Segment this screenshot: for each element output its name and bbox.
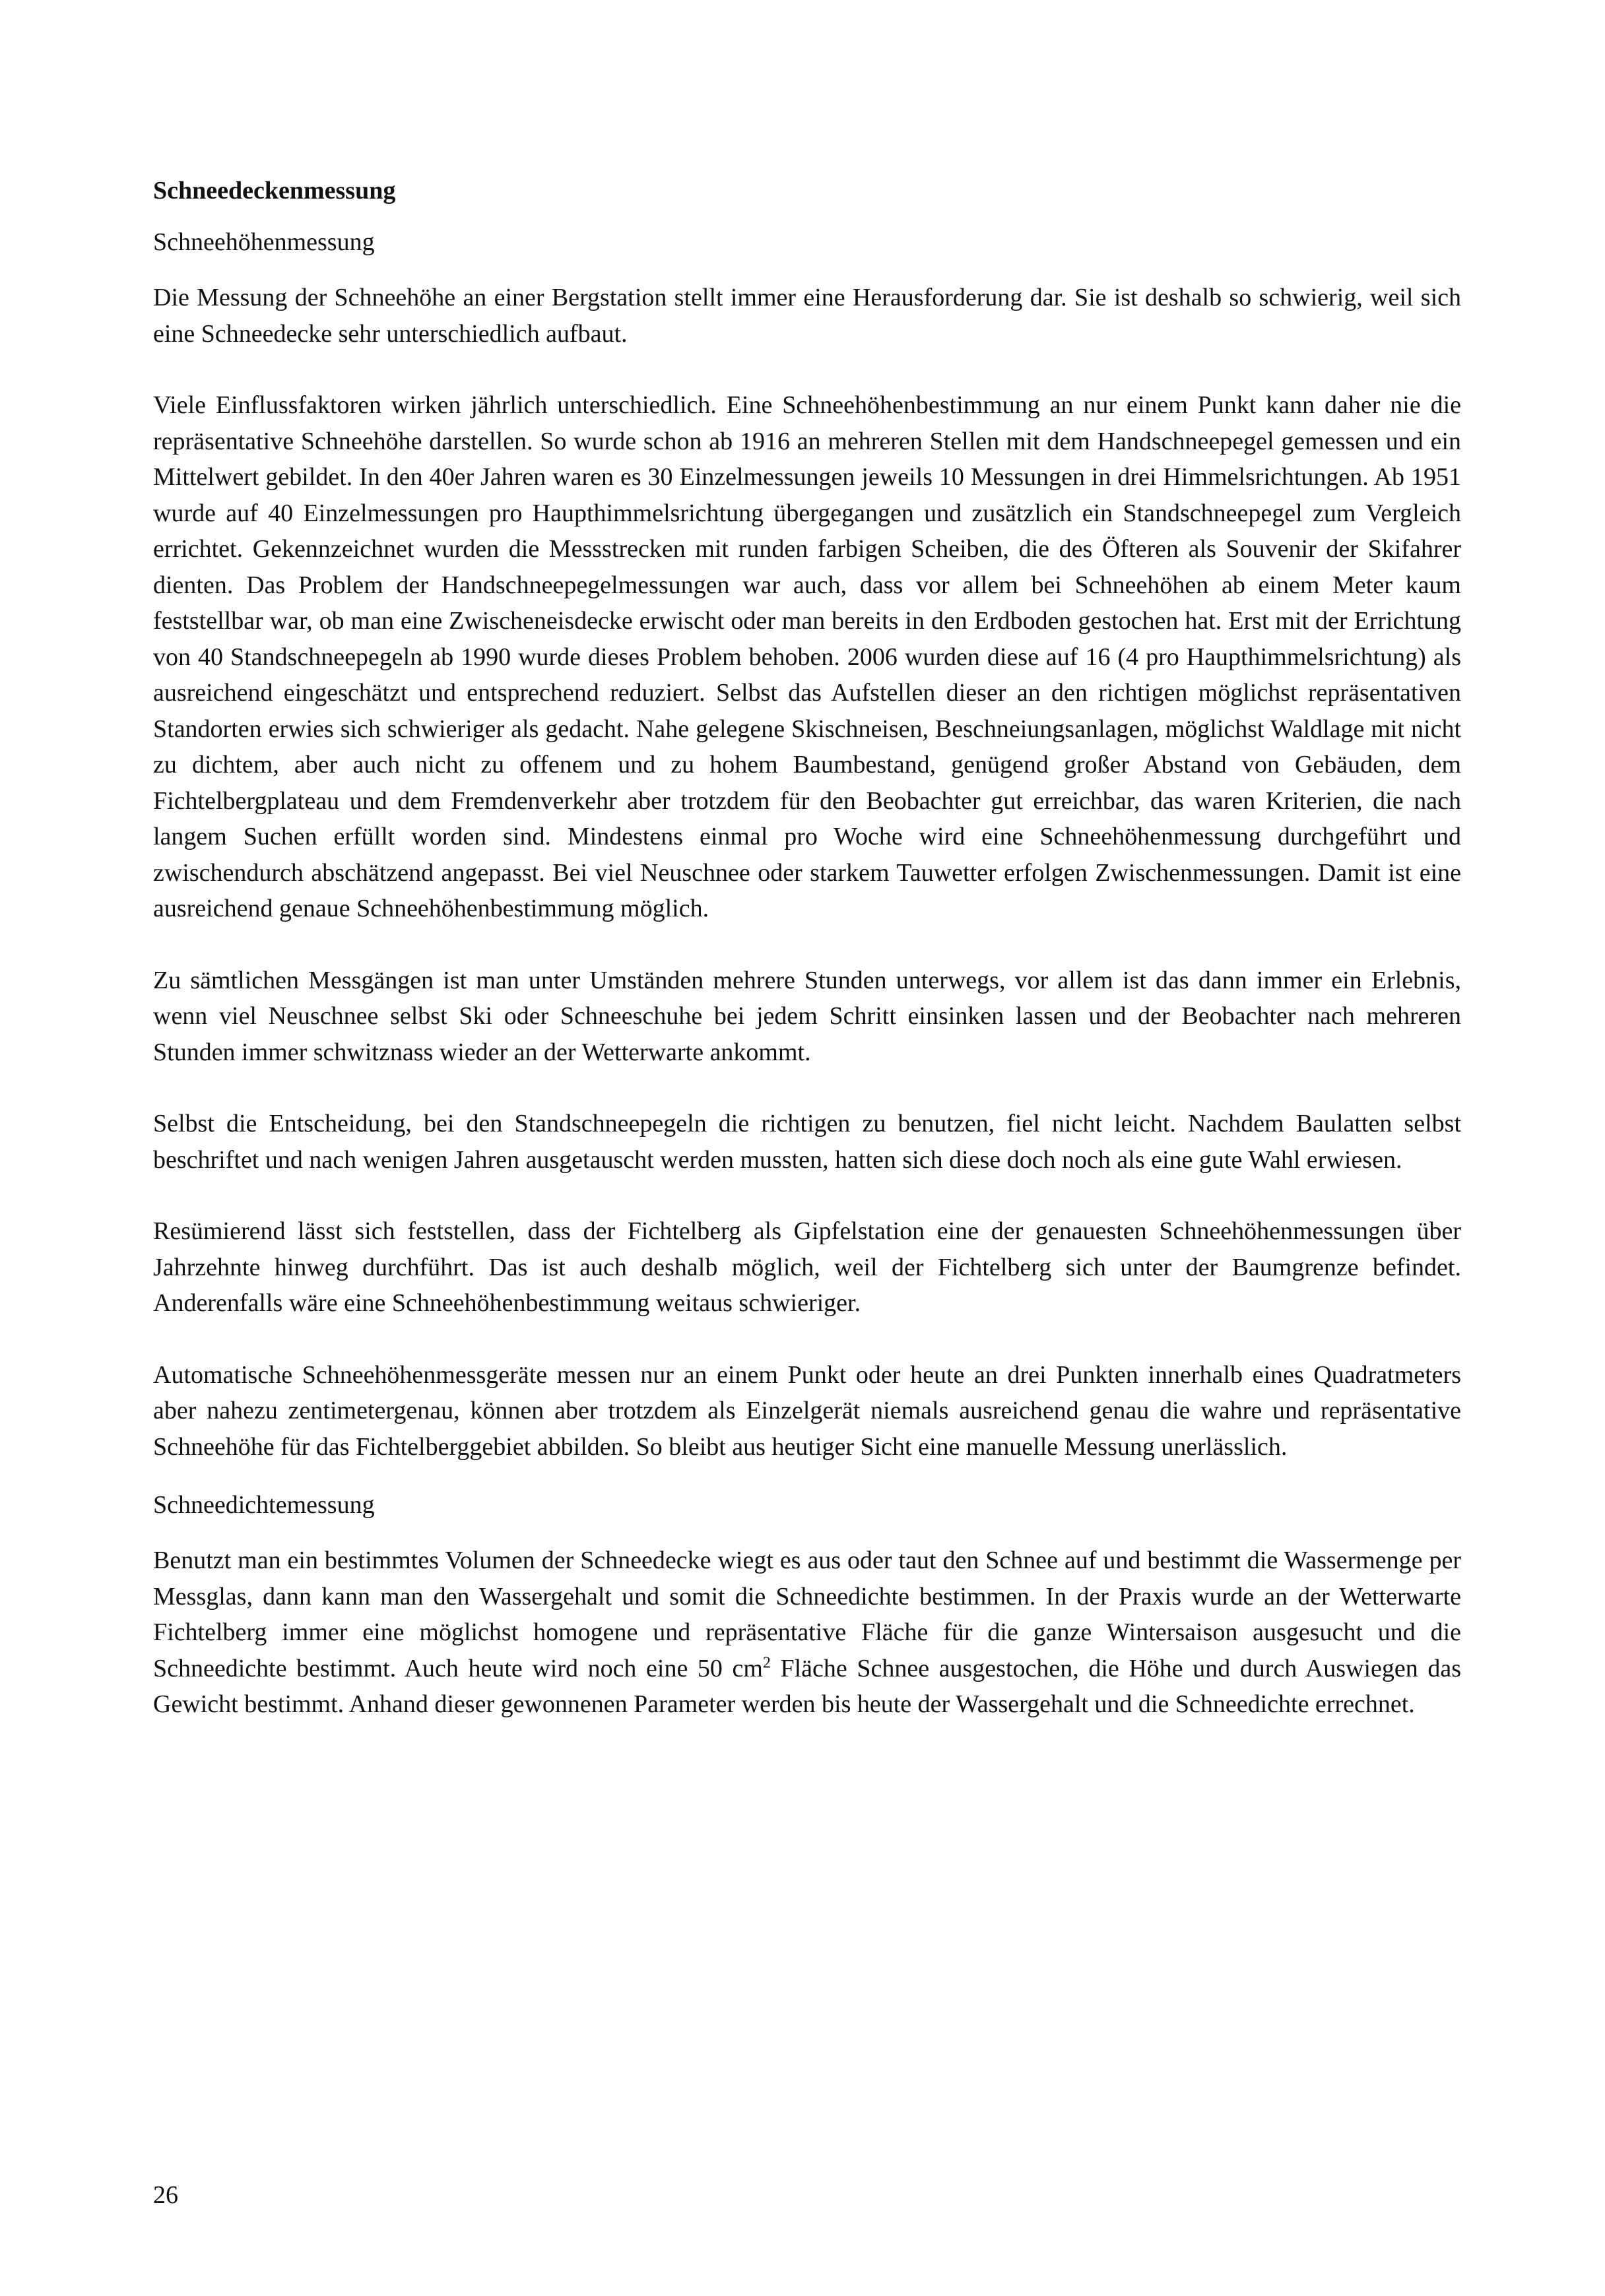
- paragraph-snow-density: [153, 1543, 1461, 1723]
- section-title: Schneedeckenmessung: [153, 177, 396, 205]
- paragraph: Die Messung der Schneehöhe an einer Bergstation stellt immer eine Herausforderung dar. Sie ist deshalb so schwierig, weil sich eine Schneedecke sehr unterschiedlich aufbaut.: [153, 284, 1461, 348]
- paragraph: Resümierend lässt sich feststellen, dass der Fichtelberg als Gipfelstation eine der genauesten Schneehöhenmessungen über Jahrzehnte hinweg durchführt. Das ist auch deshalb möglich, weil der Fichtelberg sich unter der Baumgrenze befindet. Anderenfalls wäre eine Schneehöhenbestimmung weitaus schwieriger.: [153, 1217, 1461, 1317]
- page-number: 26: [153, 2181, 178, 2209]
- subsection-title-snow-density: Schneedichtemessung: [153, 1491, 375, 1519]
- paragraph: Selbst die Entscheidung, bei den Standschneepegeln die richtigen zu benutzen, fiel nicht leicht. Nachdem Baulatten selbst beschriftet und nach wenigen Jahren ausgetauscht werden mussten, hatten sich diese doch noch als eine gute Wahl erwiesen.: [153, 1110, 1461, 1174]
- page-content: [153, 173, 1461, 1723]
- paragraph: Viele Einflussfaktoren wirken jährlich unterschiedlich. Eine Schneehöhenbestimmung an nur einem Punkt kann daher nie die repräsentative Schneehöhe darstellen. So wurde schon ab 1916 an mehreren Stellen mit dem Handschneepegel gemessen und ein Mittelwert gebildet. In den 40er Jahren waren es 30 Einzelmessungen jeweils 10 Messungen in drei Himmelsrichtungen. Ab 1951 wurde auf 40 Einzelmessungen pro Haupthimmelsrichtung übergegangen und zusätzlich ein Standschneepegel zum Vergleich errichtet. Gekennzeichnet wurden die Messstrecken mit runden farbigen Scheiben, die des Öfteren als Souvenir der Skifahrer dienten. Das Problem der Handschneepegelmessungen war auch, dass vor allem bei Schneehöhen ab einem Meter kaum feststellbar war, ob man eine Zwischeneisdecke erwischt oder man bereits in den Erdboden gestochen hat. Erst mit der Errichtung von 40 Standschneepegeln ab 1990 wurde dieses Problem behoben. 2006 wurden diese auf 16 (4 pro Haupthimmelsrichtung) als ausreichend eingeschätzt und entsprechend reduziert. Selbst das Aufstellen dieser an den richtigen möglichst repräsentativen Standorten erwies sich schwieriger als gedacht. Nahe gelegene Skischneisen, Beschneiungsanlagen, möglichst Waldlage mit nicht zu dichtem, aber auch nicht zu offenem und zu hohem Baumbestand, genügend großer Abstand von Gebäuden, dem Fichtelbergplateau und dem Fremdenverkehr aber trotzdem für den Beobachter gut erreichbar, das waren Kriterien, die nach langem Suchen erfüllt worden sind. Mindestens einmal pro Woche wird eine Schneehöhenmessung durchgeführt und zwischendurch abschätzend angepasst. Bei viel Neuschnee oder starkem Tauwetter erfolgen Zwischenmessungen. Damit ist eine ausreichend genaue Schneehöhenbestimmung möglich.: [153, 391, 1461, 922]
- paragraph-text: Benutzt man ein bestimmtes Volumen der Schneedecke wiegt es aus oder taut den Schnee auf und bestimmt die Wassermenge per Messglas, dann kann man den Wassergehalt und somit die Schneedichte bestimmen. In der Praxis wurde an der Wetterwarte Fichtelberg immer eine möglichst homogene und repräsentative Fläche für die ganze Wintersaison ausgesucht und die Schneedichte bestimmt. Auch heute wird noch eine 50 cm: [153, 1547, 1461, 1682]
- subsection-title-snow-height: Schneehöhenmessung: [153, 228, 375, 256]
- superscript-exponent: 2: [762, 1653, 771, 1671]
- paragraph: Zu sämtlichen Messgängen ist man unter Umständen mehrere Stunden unterwegs, vor allem ist das dann immer ein Erlebnis, wenn viel Neuschnee selbst Ski oder Schneeschuhe bei jedem Schritt einsinken lassen und der Beobachter nach mehreren Stunden immer schwitznass wieder an der Wetterwarte ankommt.: [153, 966, 1461, 1066]
- paragraph-text: Fläche Schnee ausgestochen, die Höhe und durch Auswiegen das Gewicht bestimmt. Anhand dieser gewonnenen Parameter werden bis heute der Wassergehalt und die Schneedichte errechnet.: [153, 1654, 1461, 1718]
- paragraph: Automatische Schneehöhenmessgeräte messen nur an einem Punkt oder heute an drei Punkten innerhalb eines Quadratmeters aber nahezu zentimetergenau, können aber trotzdem als Einzelgerät niemals ausreichend genau die wahre und repräsentative Schneehöhe für das Fichtelberggebiet abbilden. So bleibt aus heutiger Sicht eine manuelle Messung unerlässlich.: [153, 1360, 1461, 1461]
